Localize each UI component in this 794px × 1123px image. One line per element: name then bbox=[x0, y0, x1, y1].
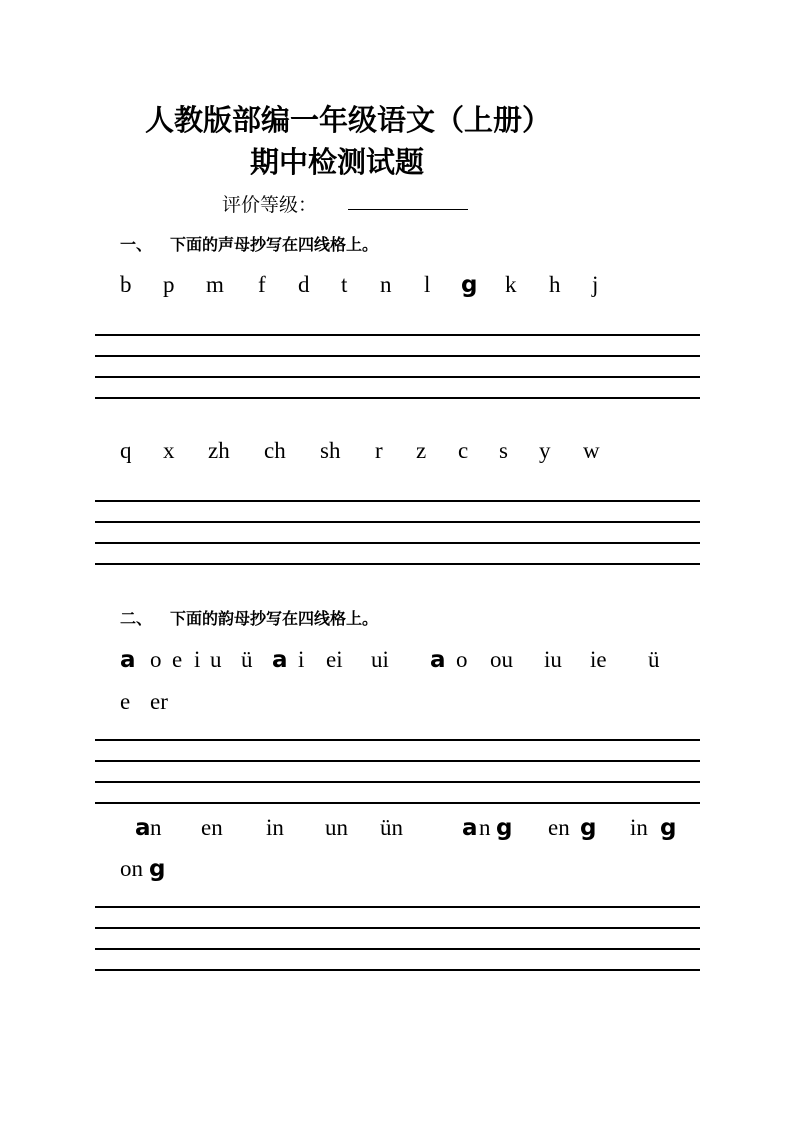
s2-final-ou: ou bbox=[490, 647, 513, 672]
s2-nasal-eng-g: g bbox=[580, 815, 597, 841]
s1-initial-x: x bbox=[163, 438, 175, 463]
s2-nasal-in: in bbox=[266, 815, 284, 840]
s2-final-a: a bbox=[120, 647, 136, 673]
title-line-1: 人教版部编一年级语文（上册） bbox=[145, 103, 552, 137]
s2-final-ve-v: ü bbox=[648, 647, 660, 672]
section1-number: 一、 bbox=[120, 235, 153, 254]
s1-initial-l: l bbox=[424, 272, 431, 297]
s2-final-ao-a: a bbox=[430, 647, 446, 673]
s2-nasal-vn: ün bbox=[380, 815, 403, 840]
s1-initial-f: f bbox=[258, 272, 266, 297]
four-line-grid-3 bbox=[95, 739, 700, 804]
section1-instruction: 下面的声母抄写在四线格上。 bbox=[170, 235, 379, 254]
s2-final-ai-i: i bbox=[298, 647, 305, 672]
grade-answer-line bbox=[348, 209, 468, 210]
s2-final-ai-a: a bbox=[272, 647, 288, 673]
section2-instruction: 下面的韵母抄写在四线格上。 bbox=[170, 609, 379, 628]
s1-initial-g: g bbox=[461, 272, 478, 298]
s1-initial-q: q bbox=[120, 438, 132, 463]
s2-nasal-un: un bbox=[325, 815, 348, 840]
s1-initial-r: r bbox=[375, 438, 383, 463]
s2-final-ao-o: o bbox=[456, 647, 468, 672]
s1-initial-k: k bbox=[505, 272, 517, 297]
s2-final-iu: iu bbox=[544, 647, 562, 672]
s2-final-u: u bbox=[210, 647, 222, 672]
s2-nasal-an-n: n bbox=[150, 815, 162, 840]
s2-final-ie: ie bbox=[590, 647, 607, 672]
s1-initial-t: t bbox=[341, 272, 348, 297]
s2-final-ui: ui bbox=[371, 647, 389, 672]
title-line-2: 期中检测试题 bbox=[250, 145, 425, 179]
s2-nasal-an-a: a bbox=[135, 815, 151, 841]
s1-initial-c: c bbox=[458, 438, 469, 463]
s2-final-er: er bbox=[150, 689, 168, 714]
s2-nasal-ing-g: g bbox=[660, 815, 677, 841]
s2-nasal-ang-a: a bbox=[462, 815, 478, 841]
s2-nasal-ing-in: in bbox=[630, 815, 648, 840]
s2-final-o: o bbox=[150, 647, 162, 672]
s2-final-ve-e: e bbox=[120, 689, 131, 714]
s1-initial-d: d bbox=[298, 272, 310, 297]
s1-initial-j: j bbox=[592, 272, 599, 297]
s1-initial-b: b bbox=[120, 272, 132, 297]
s2-final-e: e bbox=[172, 647, 183, 672]
s1-initial-w: w bbox=[583, 438, 600, 463]
s2-nasal-en: en bbox=[201, 815, 223, 840]
s2-final-v: ü bbox=[241, 647, 253, 672]
four-line-grid-1 bbox=[95, 334, 700, 399]
s1-initial-s: s bbox=[499, 438, 508, 463]
s2-nasal-ang-g: g bbox=[496, 815, 513, 841]
s2-nasal-ong-g: g bbox=[149, 856, 166, 882]
s1-initial-m: m bbox=[206, 272, 224, 297]
s1-initial-n: n bbox=[380, 272, 392, 297]
s1-initial-y: y bbox=[539, 438, 551, 463]
s1-initial-z: z bbox=[416, 438, 427, 463]
s1-initial-ch: ch bbox=[264, 438, 286, 463]
s1-initial-sh: sh bbox=[320, 438, 341, 463]
four-line-grid-4 bbox=[95, 906, 700, 971]
s2-nasal-eng-en: en bbox=[548, 815, 570, 840]
section2-number: 二、 bbox=[120, 609, 153, 628]
s2-final-ei: ei bbox=[326, 647, 343, 672]
s1-initial-zh: zh bbox=[208, 438, 230, 463]
s1-initial-p: p bbox=[163, 272, 175, 297]
grade-label: 评价等级： bbox=[222, 194, 318, 216]
s2-nasal-ong-on: on bbox=[120, 856, 143, 881]
s1-initial-h: h bbox=[549, 272, 561, 297]
four-line-grid-2 bbox=[95, 500, 700, 565]
s2-final-i: i bbox=[194, 647, 201, 672]
s2-nasal-ang-n: n bbox=[479, 815, 491, 840]
